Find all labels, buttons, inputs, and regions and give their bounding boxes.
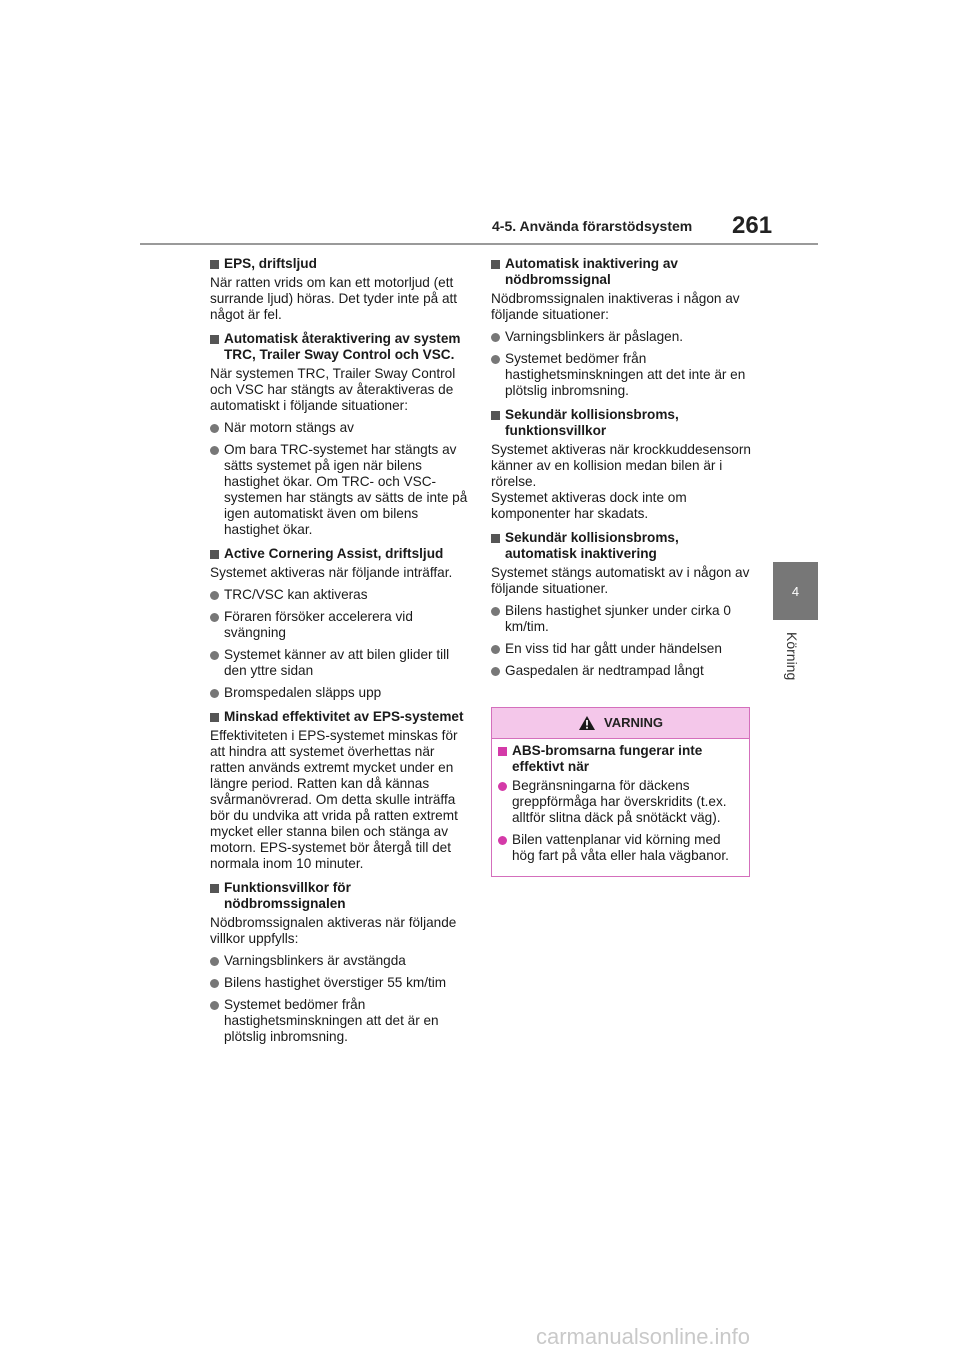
round-bullet-icon — [210, 613, 219, 622]
list-item: Begränsningarna för däckens greppförmåga har överskridits (t.ex. alltför slitna däck på snötäckt väg). — [498, 778, 743, 826]
block-heading: Minskad effektivitet av EPS-systemet — [224, 709, 464, 724]
block-secondary-brake-deactivation — [491, 530, 751, 679]
round-bullet-icon — [210, 689, 219, 698]
page-number: 261 — [732, 212, 773, 239]
round-bullet-icon — [491, 333, 500, 342]
right-column — [491, 256, 751, 687]
paragraph: När systemen TRC, Trailer Sway Control och VSC har stängts av återaktiveras de automatiskt i följande situationer: — [210, 366, 456, 413]
list-item: När motorn stängs av — [210, 420, 468, 436]
round-bullet-icon — [210, 1001, 219, 1010]
round-bullet-icon — [210, 446, 219, 455]
block-heading: Sekundär kollisionsbroms, funktionsvillkor — [505, 407, 679, 438]
list-item: Föraren försöker accelerera vid svängning — [210, 609, 468, 641]
square-bullet-icon — [210, 260, 219, 269]
list-item: Varningsblinkers är avstängda — [210, 953, 468, 969]
paragraph: Nödbromssignalen inaktiveras i någon av följande situationer: — [491, 291, 740, 322]
warning-title: VARNING — [604, 715, 663, 730]
paragraph: Nödbromssignalen aktiveras när följande villkor uppfylls: — [210, 915, 457, 946]
list-item: Bilens hastighet överstiger 55 km/tim — [210, 975, 468, 991]
list-item: Gaspedalen är nedtrampad långt — [491, 663, 751, 679]
block-auto-reactivation — [210, 331, 468, 538]
block-heading: Active Cornering Assist, driftsljud — [224, 546, 444, 561]
square-bullet-icon — [210, 713, 219, 722]
round-bullet-icon — [498, 836, 507, 845]
round-bullet-icon — [491, 355, 500, 364]
block-eps-sound — [210, 256, 468, 323]
header-rule — [140, 243, 818, 245]
section-title: 4-5. Använda förarstödsystem — [492, 218, 693, 234]
paragraph: När ratten vrids om kan ett motorljud (ett surrande ljud) höras. Det tyder inte på att något är fel. — [210, 275, 458, 322]
paragraph: Systemet stängs automatiskt av i någon av följande situationer. — [491, 565, 750, 596]
paragraph: Systemet aktiveras när krockkuddesensorn känner av en kollision medan bilen är i rörelse. — [491, 442, 751, 489]
square-bullet-icon — [210, 335, 219, 344]
square-bullet-icon — [498, 747, 507, 756]
round-bullet-icon — [498, 782, 507, 791]
round-bullet-icon — [210, 957, 219, 966]
paragraph: Systemet aktiveras dock inte om komponenter har skadats. — [491, 490, 687, 521]
list-item: Systemet känner av att bilen glider till den yttre sidan — [210, 647, 468, 679]
square-bullet-icon — [210, 884, 219, 893]
block-heading: Sekundär kollisionsbroms, automatisk inaktivering — [505, 530, 679, 561]
list-item: Om bara TRC-systemet har stängts av sätts systemet på igen när bilens hastighet ökar. Om TRC- och VSC-systemen har stängts av sätts de inte på igen automatiskt även om bilens hastighet ökar. — [210, 442, 468, 538]
list-item: Systemet bedömer från hastighetsminskningen att det är en plötslig inbromsning. — [210, 997, 468, 1045]
left-column — [210, 256, 468, 1053]
warning-triangle-icon — [578, 715, 596, 731]
paragraph: Systemet aktiveras när följande inträffar. — [210, 565, 453, 580]
round-bullet-icon — [210, 651, 219, 660]
warning-box — [491, 707, 750, 877]
square-bullet-icon — [491, 260, 500, 269]
block-eps-reduced — [210, 709, 468, 872]
warning-heading: ABS-bromsarna fungerar inte effektivt när — [512, 743, 703, 774]
list-item: Bilen vattenplanar vid körning med hög fart på våta eller hala vägbanor. — [498, 832, 743, 864]
round-bullet-icon — [210, 424, 219, 433]
list-item: En viss tid har gått under händelsen — [491, 641, 751, 657]
paragraph: Effektiviteten i EPS-systemet minskas för att hindra att systemet överhettas när ratten används extremt mycket under en längre period. Ratten kan då kännas svårmanövrerad. Om detta skulle inträffa bör du undvika att vrida på ratten extremt mycket eller stanna bilen och stänga av motorn. EPS-systemet bör återgå till det normala inom 10 minuter. — [210, 728, 458, 871]
round-bullet-icon — [491, 645, 500, 654]
round-bullet-icon — [491, 667, 500, 676]
list-item: Varningsblinkers är påslagen. — [491, 329, 751, 345]
list-item: TRC/VSC kan aktiveras — [210, 587, 468, 603]
block-emergency-signal-deactivation — [491, 256, 751, 399]
block-heading: EPS, driftsljud — [224, 256, 317, 271]
block-heading: Automatisk inaktivering av nödbromssignal — [505, 256, 678, 287]
list-item: Bromspedalen släpps upp — [210, 685, 468, 701]
warning-header — [492, 708, 749, 739]
list-item: Systemet bedömer från hastighetsminskningen att det inte är en plötslig inbromsning. — [491, 351, 751, 399]
square-bullet-icon — [210, 550, 219, 559]
block-heading: Automatisk återaktivering av system TRC, Trailer Sway Control och VSC. — [224, 331, 461, 362]
chapter-tab: 4 — [773, 562, 818, 620]
round-bullet-icon — [210, 591, 219, 600]
square-bullet-icon — [491, 534, 500, 543]
block-heading: Funktionsvillkor för nödbromssignalen — [224, 880, 351, 911]
chapter-label: Körning — [784, 632, 800, 681]
block-active-cornering — [210, 546, 468, 701]
round-bullet-icon — [491, 607, 500, 616]
square-bullet-icon — [491, 411, 500, 420]
list-item: Bilens hastighet sjunker under cirka 0 km/tim. — [491, 603, 751, 635]
round-bullet-icon — [210, 979, 219, 988]
block-secondary-brake-conditions — [491, 407, 751, 522]
watermark: carmanualsonline.info — [536, 1324, 751, 1349]
block-emergency-signal-conditions — [210, 880, 468, 1045]
